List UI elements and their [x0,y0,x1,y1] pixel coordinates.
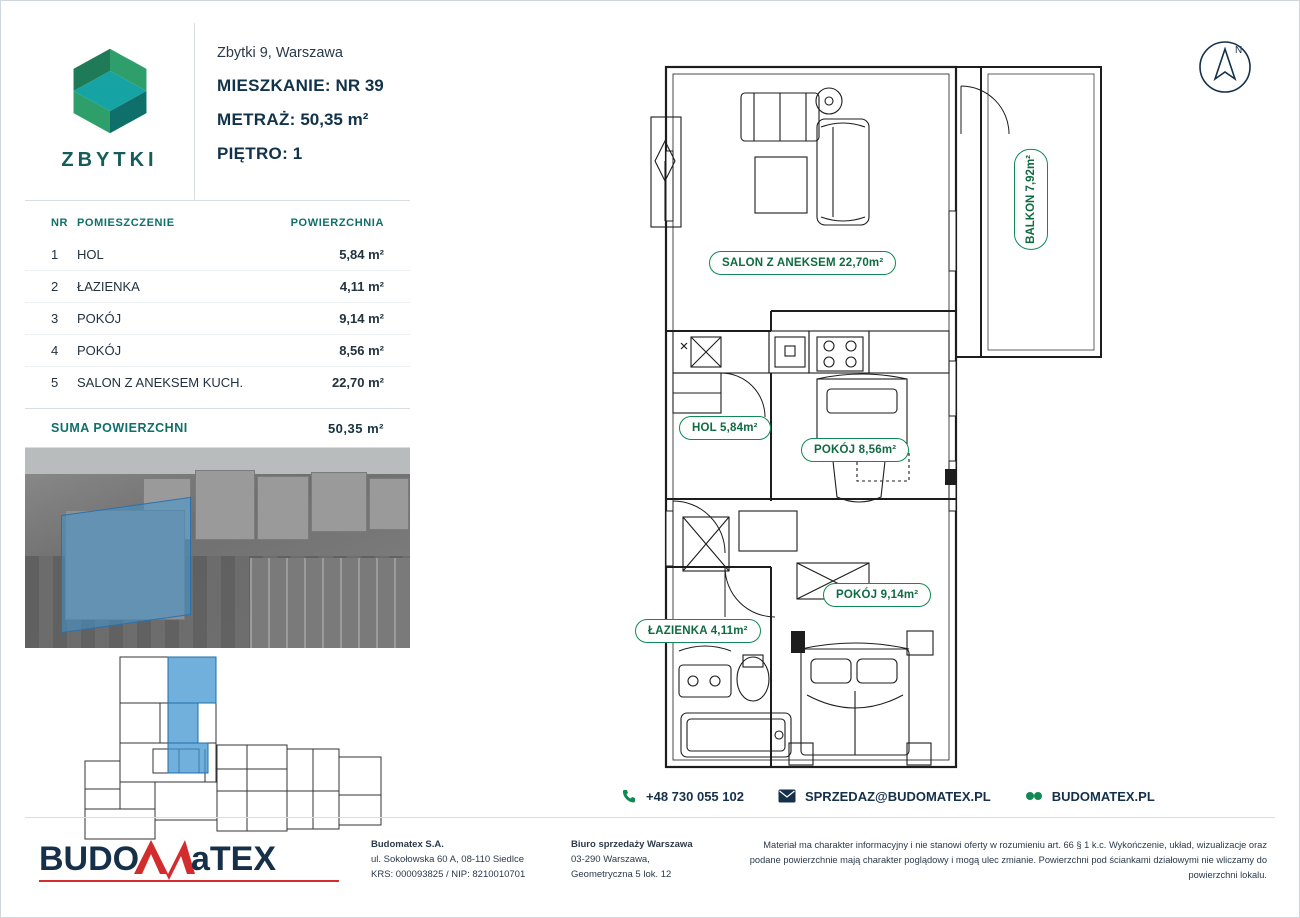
table-row [25,367,410,399]
area-label: METRAŻ: [217,110,296,129]
company-address: ul. Sokołowska 60 A, 08-110 Siedlce [371,854,524,866]
cell-area: 22,70 m² [331,375,384,390]
apartment-row [217,76,410,96]
table-row [25,271,410,303]
zbytki-logo-icon [62,43,158,139]
svg-text:BUDO: BUDO [39,839,140,878]
room-label-balkon: BALKON 7,92m² [1014,149,1048,250]
office-name: Biuro sprzedaży Warszawa [571,839,693,851]
cell-nr: 4 [51,343,59,358]
compass-north-icon [1197,39,1253,95]
contact-email[interactable] [778,789,991,804]
legal-disclaimer: Materiał ma charakter informacyjny i nie stanowi oferty w rozumieniu art. 66 § 1 k.c. Wykończenie, układ, wizualizacje oraz podane powierzchnie mają charakter poglądowy i mogą ulec zmianie. Powierzchni pod ściankami działowymi nie wliczamy do powierzchni lokalu. [749,840,1267,880]
table-row [25,335,410,367]
total-area-row [25,408,410,448]
room-label-lazienka: ŁAZIENKA 4,11m² [635,619,761,643]
contact-web[interactable] [1025,789,1155,804]
room-label-salon: SALON Z ANEKSEM 22,70m² [709,251,896,275]
company-info [355,838,555,882]
office-address-1: 03-290 Warszawa, [571,854,650,866]
svg-text:aTEX: aTEX [191,839,277,878]
room-label-pokoj-914: POKÓJ 9,14m² [823,583,931,607]
cell-area: 9,14 m² [339,311,384,326]
contact-bar [621,783,1281,809]
building-floor-key-plan [25,648,410,840]
rooms-table [25,201,410,398]
apartment-value: NR 39 [335,76,384,95]
budomatex-logo [25,834,355,888]
cell-room: HOL [77,247,104,262]
table-row [25,239,410,271]
highlighted-building [61,497,191,633]
cell-nr: 1 [51,247,59,262]
globe-icon [1025,789,1043,803]
total-area-label: SUMA POWIERZCHNI [51,421,188,435]
phone-number: +48 730 055 102 [646,788,744,804]
info-panel [25,23,410,813]
col-header-room: POMIESZCZENIE [77,217,175,229]
envelope-icon [778,789,796,803]
footer [25,817,1275,895]
cell-room: ŁAZIENKA [77,279,140,294]
phone-icon [621,788,637,804]
company-registry: KRS: 000093825 / NIP: 8210010701 [371,868,526,880]
cell-area: 5,84 m² [339,247,384,262]
cell-area: 4,11 m² [339,279,384,294]
cell-room: SALON Z ANEKSEM KUCH. [77,375,244,390]
floor-row [217,144,410,164]
apartment-label: MIESZKANIE: [217,76,331,95]
room-label-hol: HOL 5,84m² [679,416,771,440]
floor-label: PIĘTRO: [217,144,289,163]
contact-phone[interactable] [621,788,744,804]
address-text: Zbytki 9, Warszawa [217,45,343,61]
office-address-2: Geometryczna 5 lok. 12 [571,868,672,880]
apartment-floor-plan [621,31,1271,771]
email-address: SPRZEDAZ@BUDOMATEX.PL [804,788,991,804]
room-label-pokoj-856: POKÓJ 8,56m² [801,438,909,462]
logo-wordmark: ZBYTKI [61,149,158,171]
cell-nr: 2 [51,279,59,294]
floor-value: 1 [292,144,303,163]
table-header-row [25,201,410,239]
logo-area [25,23,195,201]
office-info [555,838,745,882]
col-header-area: POWIERZCHNIA [290,217,384,229]
website-url: BUDOMATEX.PL [1051,788,1155,804]
col-header-nr: NR [51,217,69,229]
company-name: Budomatex S.A. [371,839,444,851]
title-area [195,23,410,200]
area-row [217,110,410,130]
cell-area: 8,56 m² [339,343,384,358]
cell-nr: 5 [51,375,59,390]
total-area-value: 50,35 m² [327,420,384,436]
table-row [25,303,410,335]
brand-block [25,23,410,201]
plan-drawing [621,31,1271,771]
table-body [25,239,410,398]
cell-room: POKÓJ [77,343,122,358]
cell-room: POKÓJ [77,311,122,326]
aerial-photo [25,448,410,648]
area-value: 50,35 m² [300,110,369,129]
svg-text:N: N [1235,45,1243,56]
cell-nr: 3 [51,311,59,326]
